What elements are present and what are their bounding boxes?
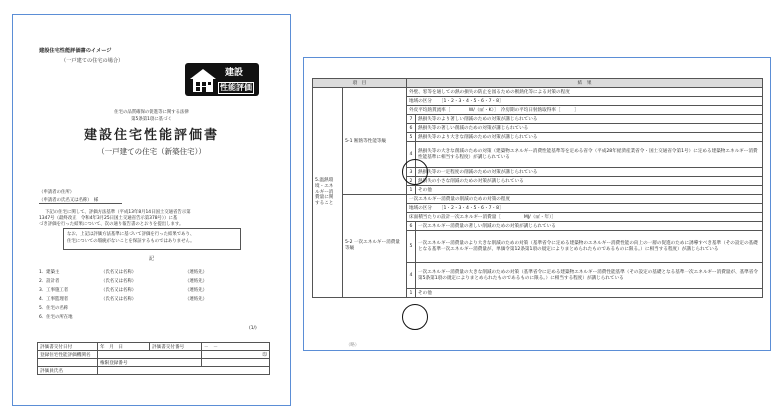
law-line-2: 第5条第1項に基づく xyxy=(131,117,172,122)
table-row: 2 熱損失の小さな削減のための対策が講じられている xyxy=(313,177,763,186)
table-row: 5 熱損失等のより大きな削減のための対策が講じられている xyxy=(313,133,763,142)
table-row: 床面積当たりの設計一次エネルギー消費量［ MJ/（㎡・年）］ xyxy=(313,213,763,222)
applicant-name-line: （申請者の氏名又は名称） 様 xyxy=(39,199,122,204)
note-line-1: なお、上記は評価方法基準に基づいて評価を行った結果であり、 xyxy=(67,232,195,237)
section-5-2-label: 5-2 一次エネルギー消費量等級 xyxy=(343,195,407,298)
table-row: 7 熱損失等のより著しい削減のための対策が講じられている xyxy=(313,115,763,124)
grade-4-highlight-circle xyxy=(402,304,428,330)
list-item: 5．住宅の名称 xyxy=(39,306,69,311)
certificate-cover-page xyxy=(12,14,291,406)
applicant-address-label: （申請者の住所） xyxy=(39,190,75,195)
table-row: 6 一次エネルギー消費量の著しい削減のための対策が講じられている xyxy=(313,222,763,231)
sub-title: （一戸建ての住宅（新築住宅）） xyxy=(97,147,206,156)
table-row: 登録住宅性能評価機関名 印 xyxy=(38,351,270,359)
evaluation-results-table-page xyxy=(303,57,771,351)
issuance-footer-table xyxy=(37,342,270,375)
list-item: 4．工事監理者 （氏名又は名称） （連絡先） xyxy=(39,297,207,302)
table-row: 4 熱損失等の大きな削減のための対策（建築物エネルギー消費性能基準等を定める省令（平成28年経済産業省令・国土交通省令第1号）に定める建築物エネルギー消費性能基準に相当する程度）が講じられている xyxy=(313,142,763,168)
cut-off-text: （略） xyxy=(346,343,360,348)
header-item: 項 目 xyxy=(313,79,407,88)
section-5-1-label: 5-1 断熱等性能等級 xyxy=(343,88,407,195)
badge-bottom-text: 性能評価 xyxy=(220,83,252,92)
list-item: 1．建築主 （氏名又は名称） （連絡先） xyxy=(39,270,207,275)
table-row: 4 一次エネルギー消費量の大きな削減のための対策（基準省令に定める建築物エネルギー消費性能基準（その設定の基礎となる基準一次エネルギー消費量が、基準省令第5条第1項の規定によりまとめられたものであるものに限る。）に相当する程度）が講じられている xyxy=(313,263,763,289)
table-row: 地域の区分 ［1・2・3・4・5・6・7・8］ xyxy=(313,204,763,213)
header-result: 結 果 xyxy=(407,79,763,88)
grade-4-highlight-circle xyxy=(402,159,428,185)
body-line-1: 下記の住宅に関して、評価方法基準（平成13年8月14日国土交通省告示第 xyxy=(45,210,191,215)
house-icon xyxy=(188,66,218,94)
table-row: 評価員氏名 xyxy=(38,367,270,375)
results-table xyxy=(312,78,763,298)
main-title: 建設住宅性能評価書 xyxy=(83,128,219,143)
image-subtitle: （一戸建ての住宅の場合） xyxy=(61,58,124,64)
list-item: 6．住宅の所在地 xyxy=(39,315,73,320)
table-row: 評価書交付日付 年 月 日 評価書交付番号 － － xyxy=(38,343,270,351)
note-line-2: 住宅についての瑕疵がないことを保証するものではありません。 xyxy=(67,239,195,244)
law-line-1: 住宅の品質確保の促進等に関する法律 xyxy=(114,110,189,115)
table-row: 5 一次エネルギー消費量のより大きな削減のための対策（基準省令に定める建築物のエネルギー消費性能の向上の一層の促進のために誘導すべき基準（その設定の基礎となる基準一次エネルギー消費量が、単価令第12条第1項の規定によりまとめられたものであるものに限る。）に相当する程度）が講じられている xyxy=(313,231,763,263)
body-line-2: 1347号（最終改正 令和4年3月25日国土交通省告示第378号））に基 xyxy=(39,216,178,221)
table-row: 5-2 一次エネルギー消費量等級 一次エネルギー消費量の削減のための対策の程度 xyxy=(313,195,763,204)
table-row: 権限登録番号 xyxy=(38,359,270,367)
image-title: 建設住宅性能評価書のイメージ xyxy=(39,48,112,54)
section-label: 5.温熱環 境・エネ ルギー消 費量に関 すること xyxy=(313,88,343,298)
badge-top-text: 建設 xyxy=(225,68,244,78)
table-row: 5.温熱環 境・エネ ルギー消 費量に関 すること 5-1 断熱等性能等級 外壁、窓等を通しての熱の損失の防止を図るための断熱化等による対策の程度 xyxy=(313,88,763,97)
party-list xyxy=(39,271,269,325)
table-row: 6 熱損失等の著しい削減のための対策が講じられている xyxy=(313,124,763,133)
table-row: 1 その他 xyxy=(313,186,763,195)
table-row: 3 熱損失等の一定程度の削減のための対策が講じられている xyxy=(313,168,763,177)
body-line-3: づき評価を行った結果について、次の通り報告書のとおりを提出します。 xyxy=(39,222,184,227)
list-item: 3．工事施工者 （氏名又は名称） （連絡先） xyxy=(39,288,207,293)
table-row: 地域の区分 ［1・2・3・4・5・6・7・8］ xyxy=(313,97,763,106)
table-row: 1 その他 xyxy=(313,289,763,298)
page-mark: (1/) xyxy=(249,326,257,331)
table-header-row xyxy=(313,79,763,88)
list-item: 2．設計者 （氏名又は名称） （連絡先） xyxy=(39,279,207,284)
disclaimer-box xyxy=(63,228,241,250)
performance-evaluation-badge xyxy=(185,63,259,96)
table-row: 外皮平均熱貫流率［ W/（㎡・K）］ 冷房期の平均日射熱取得率［ ］ xyxy=(313,106,763,115)
ki-mark: 記 xyxy=(148,256,155,262)
